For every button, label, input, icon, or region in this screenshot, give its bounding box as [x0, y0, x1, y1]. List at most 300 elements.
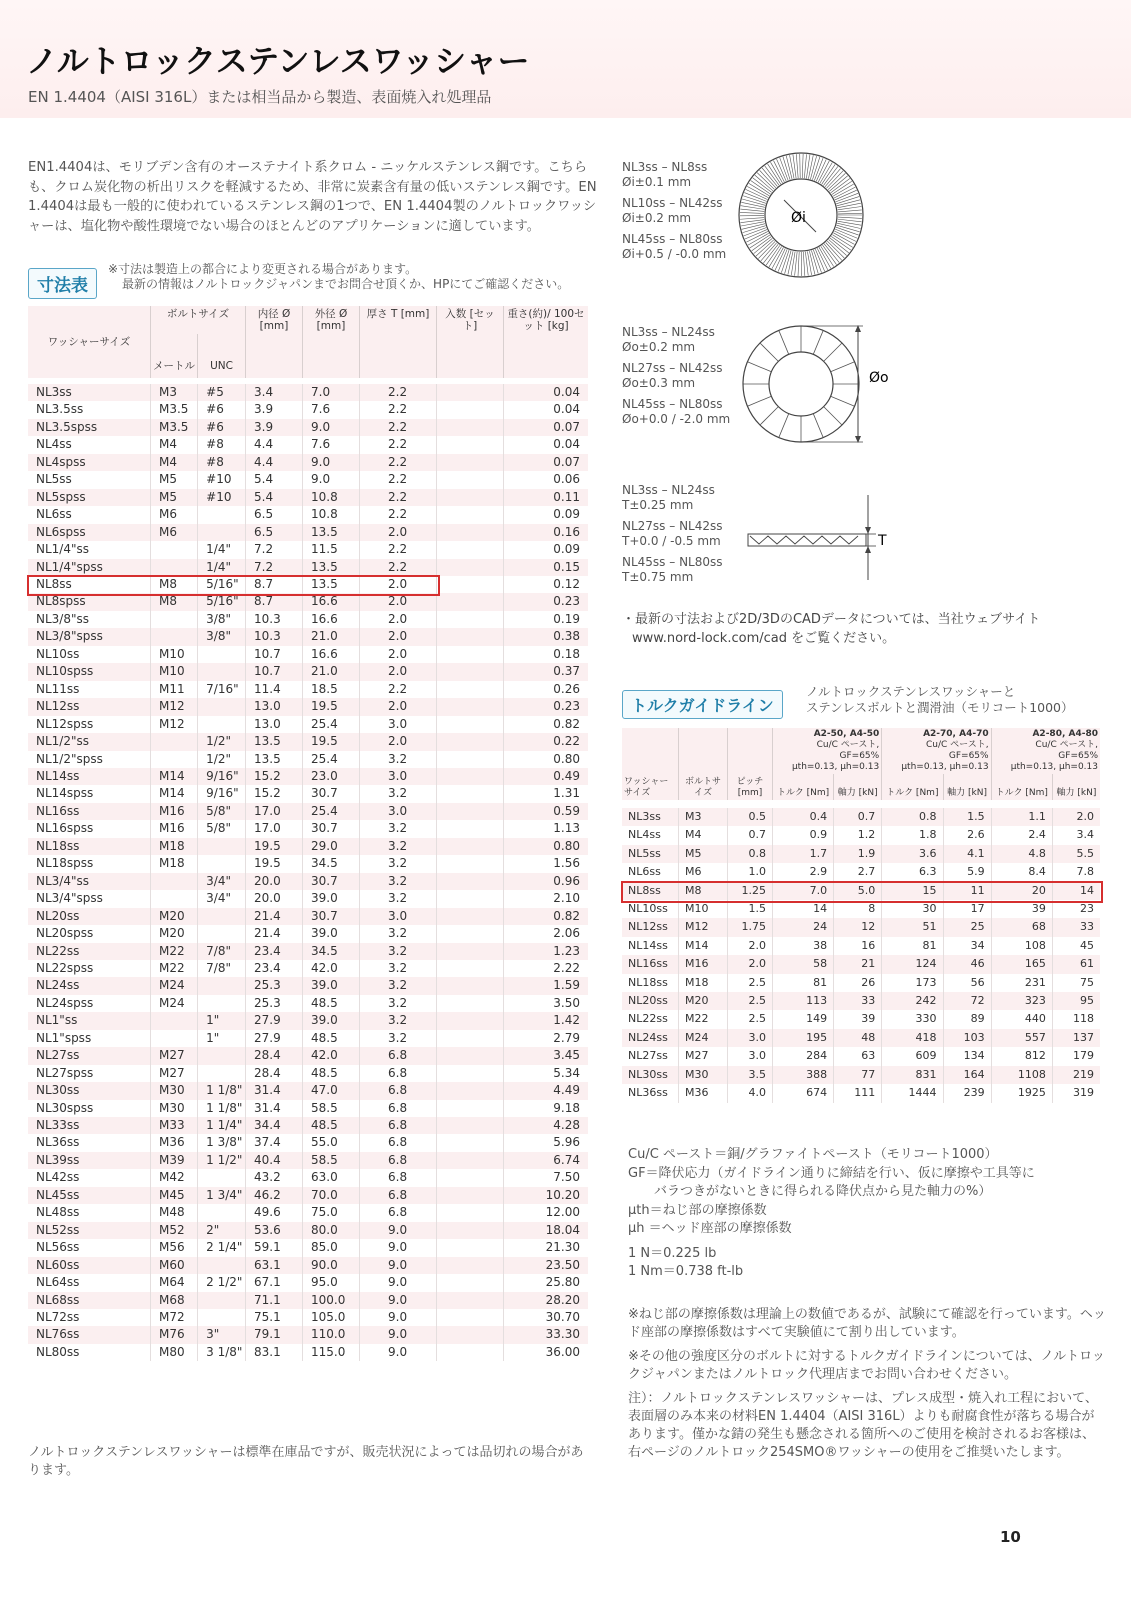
table-cell [198, 716, 246, 733]
table-cell: 3.2 [360, 977, 437, 994]
table-cell: 6.5 [246, 524, 303, 541]
table-cell: 45 [1080, 938, 1094, 952]
table-cell [437, 384, 504, 401]
table-cell: NL12ss [622, 918, 679, 936]
table-cell: 674 [773, 1084, 834, 1102]
col-torque-a50: トルク [Nm] [773, 774, 834, 800]
table-cell: 10.7 [246, 663, 303, 680]
table-cell [437, 436, 504, 453]
table-cell [198, 1047, 246, 1064]
table-cell: 3.9 [246, 401, 303, 418]
table-cell [151, 890, 198, 907]
table-cell: NL3ss [622, 808, 679, 826]
table-cell [151, 611, 198, 628]
table-cell: 48.5 [303, 995, 360, 1012]
table-cell: NL18spss [28, 855, 151, 872]
table-cell: 6.8 [360, 1100, 437, 1117]
table-cell: 0.59 [504, 803, 589, 820]
table-cell: 9.0 [360, 1222, 437, 1239]
table-cell: 4.8 [991, 845, 1052, 863]
col-washer: ワッシャーサイズ [622, 728, 679, 800]
table-cell: 30.7 [303, 785, 360, 802]
table-row [28, 1344, 588, 1361]
table-cell: 3.0 [360, 908, 437, 925]
table-row [622, 863, 1100, 881]
serration-line [786, 156, 792, 179]
table-row [622, 845, 1100, 863]
table-cell: 11 [943, 882, 991, 900]
table-cell: NL12spss [28, 716, 151, 733]
table-cell: NL30ss [28, 1082, 151, 1099]
table-cell: 37.4 [246, 1134, 303, 1151]
col-bolt-size: ボルトサイズ [151, 306, 246, 334]
table-cell: 2.6 [943, 826, 991, 844]
table-cell: M24 [151, 995, 198, 1012]
table-cell: 56 [943, 974, 991, 992]
table-cell: 2.0 [360, 576, 437, 593]
table-cell [437, 960, 504, 977]
table-cell [198, 1065, 246, 1082]
col-axial-a80: 軸力 [kN] [1052, 774, 1100, 800]
table-cell: 0.9 [773, 826, 834, 844]
table-cell: 19.5 [246, 855, 303, 872]
table-cell [437, 855, 504, 872]
table-cell: 9.0 [303, 471, 360, 488]
table-cell: 6.5 [246, 506, 303, 523]
page-title: ノルトロックステンレスワッシャー [26, 42, 530, 80]
table-cell [437, 506, 504, 523]
table-cell: M18 [151, 855, 198, 872]
table-cell: 81 [773, 974, 834, 992]
table-row [28, 489, 588, 506]
table-cell: 25 [943, 918, 991, 936]
table-row [28, 646, 588, 663]
table-cell [198, 1204, 246, 1221]
legend: Cu/C ペースト＝銅/グラファイトペースト（モリコート1000） GF＝降伏応力（ガイドライン通りに締結を行い、仮に摩擦や工具等に バラつきがないときに得られる降伏点から見た軸力の%） μth＝ねじ部の摩擦係数 μh ＝ヘッド座部の摩擦係数 1 N＝0.225 lb 1 Nm＝0.738 ft-lb [628, 1147, 1035, 1279]
table-cell: M45 [151, 1187, 198, 1204]
table-cell: NL68ss [28, 1292, 151, 1309]
table-cell: NL5spss [28, 489, 151, 506]
table-cell: NL24ss [622, 1029, 679, 1047]
table-row [28, 925, 588, 942]
table-cell: M30 [151, 1082, 198, 1099]
table-cell: 58.5 [303, 1152, 360, 1169]
table-cell: 46.2 [246, 1187, 303, 1204]
table-cell: 1925 [991, 1084, 1052, 1102]
table-cell: 2.4 [991, 826, 1052, 844]
table-row [622, 1010, 1100, 1028]
table-cell: 0.09 [553, 507, 580, 522]
table-cell: M27 [679, 1047, 728, 1065]
table-cell: 0.15 [504, 559, 589, 576]
table-cell: 2.79 [553, 1030, 580, 1045]
table-cell: M56 [151, 1239, 198, 1256]
table-cell: NL56ss [28, 1239, 151, 1256]
table-cell: 79.1 [246, 1326, 303, 1343]
table-cell: 319 [1073, 1086, 1094, 1100]
table-row [28, 1082, 588, 1099]
table-cell: NL14ss [622, 937, 679, 955]
table-cell: 0.04 [504, 384, 589, 401]
table-cell: 23.4 [246, 943, 303, 960]
table-cell: 6.8 [360, 1152, 437, 1169]
table-cell: NL1/4"spss [28, 559, 151, 576]
table-cell: 6.8 [360, 1047, 437, 1064]
table-cell: 16.6 [303, 593, 360, 610]
table-cell: 30.7 [303, 820, 360, 837]
table-cell: 15 [882, 882, 943, 900]
table-cell: 3.2 [360, 960, 437, 977]
table-cell: 63.1 [246, 1257, 303, 1274]
table-cell: 3.2 [360, 873, 437, 890]
table-cell [151, 1030, 198, 1047]
table-cell: M18 [151, 838, 198, 855]
table-cell: 6.8 [360, 1204, 437, 1221]
table-cell: 179 [1073, 1049, 1094, 1063]
table-row [28, 1257, 588, 1274]
serration-line [788, 251, 793, 274]
table-row [28, 890, 588, 907]
table-cell: 0.5 [728, 808, 773, 826]
table-cell: 9/16" [198, 785, 246, 802]
table-cell: 11.5 [303, 541, 360, 558]
table-cell: 242 [882, 992, 943, 1010]
table-row [28, 1326, 588, 1343]
table-cell: M3 [679, 808, 728, 826]
cad-note: ・最新の寸法および2D/3DのCADデータについては、当社ウェブサイト www.nord-lock.com/cad をご覧ください。 [622, 612, 1041, 646]
outer-tolerance-text: NL3ss – NL24ss Øo±0.2 mm NL27ss – NL42ss Øo±0.3 mm NL45ss – NL80ss Øo+0.0 / -2.0 mm [622, 325, 731, 426]
table-cell: 0.82 [553, 716, 580, 731]
table-cell [437, 489, 504, 506]
serration-line [748, 233, 769, 245]
footnotes [628, 1306, 1106, 1468]
table-cell: 3.5 [728, 1066, 773, 1084]
table-cell: 5.34 [553, 1065, 580, 1080]
table-cell: 46 [943, 955, 991, 973]
table-cell: 8.7 [246, 593, 303, 610]
table-cell [198, 1292, 246, 1309]
table-cell: M18 [679, 974, 728, 992]
serration-line [809, 251, 814, 274]
table-cell: NL76ss [28, 1326, 151, 1343]
table-cell: NL48ss [28, 1204, 151, 1221]
table-row [28, 541, 588, 558]
table-cell [437, 1239, 504, 1256]
table-cell: 68 [991, 918, 1052, 936]
table-cell: 1.5 [943, 808, 991, 826]
table-cell: NL20spss [28, 925, 151, 942]
table-cell: NL60ss [28, 1257, 151, 1274]
serration-line [838, 217, 862, 218]
table-cell: 2.0 [360, 663, 437, 680]
table-cell: 108 [991, 937, 1052, 955]
table-cell [437, 611, 504, 628]
page-subtitle: EN 1.4404（AISI 316L）または相当品から製造、表面焼入れ処理品 [28, 88, 492, 106]
table-cell: M24 [679, 1029, 728, 1047]
table-cell: NL3.5ss [28, 401, 151, 418]
table-cell: 1 1/8" [198, 1082, 246, 1099]
table-cell: 10.7 [246, 646, 303, 663]
table-cell: 195 [773, 1029, 834, 1047]
table-cell: 2.7 [834, 863, 882, 881]
table-cell: 0.18 [553, 646, 580, 661]
table-cell: M3.5 [151, 401, 198, 418]
table-cell [198, 925, 246, 942]
table-cell: 14 [773, 900, 834, 918]
table-cell: 557 [991, 1029, 1052, 1047]
table-cell: M52 [151, 1222, 198, 1239]
table-cell: 7.2 [246, 559, 303, 576]
table-cell: NL3/4"spss [28, 890, 151, 907]
table-cell: 3.2 [360, 855, 437, 872]
outer-diameter-diagram [738, 320, 908, 450]
table-cell: 10.3 [246, 611, 303, 628]
table-cell: 3.4 [246, 384, 303, 401]
table-cell: 13.0 [246, 716, 303, 733]
table-cell: 0.09 [553, 542, 580, 557]
table-cell: 47.0 [303, 1082, 360, 1099]
table-cell: 8 [834, 900, 882, 918]
table-cell: 323 [991, 992, 1052, 1010]
segment-line [831, 396, 855, 406]
table-row [622, 1084, 1100, 1102]
table-cell: 124 [882, 955, 943, 973]
table-row [28, 803, 588, 820]
table-cell: 134 [943, 1047, 991, 1065]
table-cell: 12 [834, 918, 882, 936]
table-cell: 21.0 [303, 628, 360, 645]
table-cell: NL33ss [28, 1117, 151, 1134]
col-torque-a80: トルク [Nm] [991, 774, 1052, 800]
table-cell: M4 [151, 454, 198, 471]
table-cell: 3.0 [360, 768, 437, 785]
serration-line [791, 252, 795, 276]
table-cell: #8 [198, 454, 246, 471]
table-cell: 3 1/8" [198, 1344, 246, 1361]
table-cell: 14 [1052, 882, 1100, 900]
table-cell: NL27ss [28, 1047, 151, 1064]
table-row [28, 995, 588, 1012]
table-cell: 4.1 [943, 845, 991, 863]
table-cell: 2.2 [360, 506, 437, 523]
table-cell: 13.5 [303, 559, 360, 576]
inner-diameter-diagram [736, 150, 866, 280]
table-cell: 1.25 [728, 882, 773, 900]
table-cell: 23.50 [504, 1257, 589, 1274]
table-cell [437, 1326, 504, 1343]
table-cell: NL5ss [622, 845, 679, 863]
table-cell: 239 [943, 1084, 991, 1102]
table-cell: 18.04 [504, 1222, 589, 1239]
table-cell [198, 524, 246, 541]
serration-line [804, 154, 806, 178]
table-cell [437, 890, 504, 907]
table-cell: 36.00 [545, 1344, 580, 1359]
table-cell: 5.0 [834, 882, 882, 900]
table-cell: 7.6 [303, 436, 360, 453]
table-cell: 12.00 [545, 1205, 580, 1220]
table-cell: M48 [151, 1204, 198, 1221]
table-cell: 7/8" [198, 943, 246, 960]
table-row [28, 401, 588, 418]
table-cell [437, 698, 504, 715]
table-cell [437, 454, 504, 471]
table-cell: M16 [151, 820, 198, 837]
table-cell [198, 908, 246, 925]
table-cell: 3/8" [198, 611, 246, 628]
table-cell [437, 1117, 504, 1134]
table-cell: 2.5 [728, 1010, 773, 1028]
table-cell: 0.19 [553, 611, 580, 626]
table-cell: 81 [882, 937, 943, 955]
table-cell: M27 [151, 1047, 198, 1064]
table-cell: 89 [943, 1010, 991, 1028]
table-cell: M68 [151, 1292, 198, 1309]
table-cell: 0.04 [553, 402, 580, 417]
table-cell: 1.7 [773, 845, 834, 863]
table-row [28, 663, 588, 680]
table-cell: 3.50 [553, 995, 580, 1010]
table-cell: 105.0 [303, 1309, 360, 1326]
table-cell: 67.1 [246, 1274, 303, 1291]
table-cell: 48 [834, 1029, 882, 1047]
table-cell: 1 1/4" [198, 1117, 246, 1134]
table-cell: 0.07 [504, 419, 589, 436]
table-cell [437, 1047, 504, 1064]
table-cell: M22 [151, 960, 198, 977]
table-cell: 7/8" [198, 960, 246, 977]
table-cell: M30 [679, 1066, 728, 1084]
table-cell [151, 873, 198, 890]
table-cell: 9.0 [360, 1257, 437, 1274]
table-cell: 6.8 [360, 1134, 437, 1151]
table-cell: 3.2 [360, 785, 437, 802]
table-row [28, 471, 588, 488]
table-cell: NL24ss [28, 977, 151, 994]
table-row [28, 628, 588, 645]
table-cell [198, 1169, 246, 1186]
table-cell: 0.4 [773, 808, 834, 826]
table-cell: M20 [679, 992, 728, 1010]
table-cell: M10 [151, 646, 198, 663]
table-cell [437, 1065, 504, 1082]
table-cell: 7.2 [246, 541, 303, 558]
table-cell: M27 [151, 1065, 198, 1082]
table-cell: M42 [151, 1169, 198, 1186]
table-cell: 28.4 [246, 1065, 303, 1082]
table-cell: 6.3 [882, 863, 943, 881]
table-cell: 34.5 [303, 943, 360, 960]
table-cell: 110.0 [303, 1326, 360, 1343]
table-cell: NL30spss [28, 1100, 151, 1117]
table-cell: 58 [773, 955, 834, 973]
table-cell: M5 [679, 845, 728, 863]
cad-link[interactable]: www.nord-lock.com/cad をご覧ください。 [632, 631, 896, 646]
table-cell: NL1"ss [28, 1012, 151, 1029]
table-cell: 0.8 [882, 808, 943, 826]
table-cell: 42.0 [303, 960, 360, 977]
table-cell: 2 1/2" [198, 1274, 246, 1291]
table-cell: 4.4 [246, 454, 303, 471]
table-cell: M10 [151, 663, 198, 680]
table-cell: 9.0 [360, 1326, 437, 1343]
table-cell: 7.0 [773, 882, 834, 900]
table-cell: M20 [151, 908, 198, 925]
table-cell [437, 925, 504, 942]
note-friction: ※ねじ部の摩擦係数は理論上の数値であるが、試験にて確認を行っています。ヘッド座部の摩擦係数はすべて実験値にて割り出しています。 [628, 1307, 1106, 1340]
table-cell: NL30ss [622, 1066, 679, 1084]
table-cell: M10 [679, 900, 728, 918]
table-cell: 21 [834, 955, 882, 973]
table-row [28, 716, 588, 733]
table-row [28, 611, 588, 628]
table-cell: 1 1/8" [198, 1100, 246, 1117]
table-cell: M20 [151, 925, 198, 942]
dimensions-note: ※寸法は製造上の都合により変更される場合があります。 最新の情報はノルトロックジャパンまでお問合せ頂くか、HPにてご確認ください。 [108, 262, 570, 291]
table-cell: M80 [151, 1344, 198, 1361]
table-cell: 7/16" [198, 681, 246, 698]
col-axial-a70: 軸力 [kN] [943, 774, 991, 800]
table-cell: 25.4 [303, 751, 360, 768]
table-cell: 173 [882, 974, 943, 992]
table-cell: NL8ss [28, 576, 151, 593]
table-cell: 2.0 [360, 646, 437, 663]
table-cell: NL18ss [622, 974, 679, 992]
table-cell: 39.0 [303, 890, 360, 907]
table-cell: 25.3 [246, 977, 303, 994]
serration-line [796, 154, 798, 178]
table-cell: M4 [151, 436, 198, 453]
table-cell: 609 [882, 1047, 943, 1065]
serration-line [838, 213, 862, 214]
table-cell: 2.9 [773, 863, 834, 881]
table-cell: 21.0 [303, 663, 360, 680]
table-cell: NL36ss [28, 1134, 151, 1151]
table-cell: 34 [943, 937, 991, 955]
table-cell: 23.0 [303, 768, 360, 785]
table-cell: 77 [834, 1066, 882, 1084]
table-row [28, 733, 588, 750]
note-corrosion: 注）：ノルトロックステンレスワッシャーは、プレス成型・焼入れ工程において、表面層のみ本来の材料EN 1.4404（AISI 316L）よりも耐腐食性が落ちる場合があります。僅かな錆の発生も懸念される箇所へのご使用を検討されるお客様は、右ページのノルトロック254SMO®ワッシャーの使用をご推奨いたします。 [628, 1391, 1098, 1460]
serration-line [800, 154, 801, 178]
table-cell: NL12ss [28, 698, 151, 715]
table-cell: 71.1 [246, 1292, 303, 1309]
table-cell [437, 908, 504, 925]
table-cell: 7.50 [553, 1170, 580, 1185]
segment-line [831, 362, 855, 372]
table-cell: 3.45 [504, 1047, 589, 1064]
dimensions-table [28, 306, 588, 1361]
table-row [28, 559, 588, 576]
table-row [622, 1029, 1100, 1047]
table-cell: 48.5 [303, 1065, 360, 1082]
table-row [622, 826, 1100, 844]
segment-line [760, 343, 778, 361]
table-cell: M8 [151, 576, 198, 593]
table-cell: M4 [679, 826, 728, 844]
table-cell [437, 785, 504, 802]
serration-line [742, 224, 765, 230]
table-row [28, 820, 588, 837]
table-cell: NL80ss [28, 1344, 151, 1361]
stock-note: ノルトロックステンレスワッシャーは標準在庫品ですが、販売状況によっては品切れの場合があります。 [28, 1445, 584, 1478]
table-cell: NL4ss [622, 826, 679, 844]
table-cell: 23 [1080, 902, 1094, 916]
table-cell: 1444 [882, 1084, 943, 1102]
col-pitch: ピッチ [mm] [728, 728, 773, 800]
table-row [28, 1134, 588, 1151]
table-cell [437, 471, 504, 488]
